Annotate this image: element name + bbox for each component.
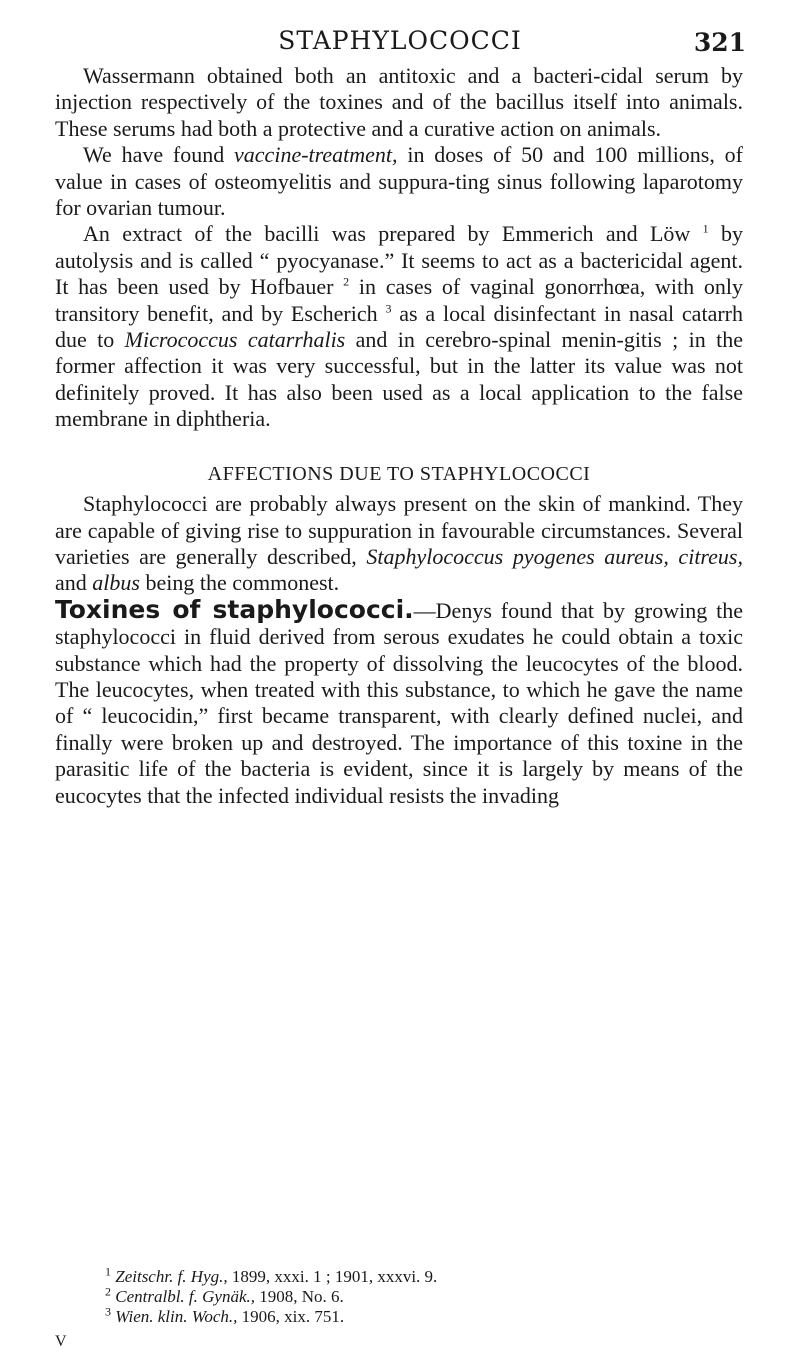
paragraph-text: in cases of vaginal gonorrhœa, with only transitory benefit, and by Escherich <box>55 274 743 326</box>
footnote-marker: 2 <box>343 274 350 289</box>
paragraph <box>55 142 743 221</box>
running-title: STAPHYLOCOCCI <box>278 26 522 55</box>
footnote-detail: 1906, xix. 751. <box>237 1307 345 1326</box>
emphasis: Staphylococcus pyogenes aureus, citreus, <box>366 543 743 569</box>
footnote-number: 1 <box>105 1264 111 1279</box>
footnote-number: 3 <box>105 1304 111 1319</box>
paragraph-text: in doses of 50 and 100 millions, of value in cases of osteomyelitis and suppura-ting sinus following laparotomy for ovarian tumour. <box>55 142 743 221</box>
paragraph-text: Staphylococci are probably always present on the skin of mankind. They are capable of giving rise to suppuration in favourable circumstances. Several varieties are generally described, <box>55 491 743 569</box>
subheading: Toxines of staphylococci. <box>55 594 414 624</box>
footnote-marker: 3 <box>385 301 392 316</box>
paragraph-text: as a local disinfectant in nasal catarrh due to <box>55 300 743 353</box>
emphasis: albus <box>92 570 140 596</box>
footnote-number: 2 <box>105 1284 111 1299</box>
footnote-marker: 1 <box>702 222 709 237</box>
paragraph-text: Wassermann obtained both an antitoxic and a bacteri-cidal serum by injection respectively of the toxines and of the bacillus itself into animals. These serums had both a protective and a curative action on animals. <box>55 63 743 141</box>
footnote <box>55 1304 743 1327</box>
footnote-reference: Centralbl. f. Gynäk., <box>115 1287 256 1306</box>
paragraph-text: An extract of the bacilli was prepared by Emmerich and Löw <box>83 221 703 247</box>
paragraph <box>55 221 743 432</box>
footnote-reference: Zeitschr. f. Hyg., <box>115 1267 228 1286</box>
paragraph-text: by autolysis and is called “ pyocyanase.” It seems to act as a bactericidal agent. It has been used by Hofbauer <box>55 221 744 300</box>
paragraph-text: being the commonest. <box>139 570 340 596</box>
body-text <box>55 63 743 809</box>
paragraph-text: We have found <box>83 142 235 168</box>
emphasis: vaccine-treatment, <box>234 142 398 168</box>
paragraph-text: —Denys found that by growing the staphylococci in fluid derived from serous exudates he could obtain a toxic substance which had the property of dissolving the leucocytes of the blood. The leucocytes, when treated with this substance, to which he gave the name of “ leucocidin,” first became transparent, with clearly defined nuclei, and finally were broken up and destroyed. The importance of this toxine in the parasitic life of the bacteria is evident, since it is largely by means of the eucocytes that the infected individual resists the invading <box>55 597 743 808</box>
paragraph <box>55 491 743 597</box>
section-heading: AFFECTIONS DUE TO STAPHYLOCOCCI <box>207 462 591 485</box>
footnote-detail: 1899, xxxi. 1 ; 1901, xxxvi. 9. <box>227 1267 438 1286</box>
paragraph <box>55 594 743 809</box>
paragraph-text: and in cerebro-spinal menin-gitis ; in the former affection it was very successful, but in the latter its value was not definitely proved. It has also been used as a local application to the false membrane in diphtheria. <box>55 327 743 432</box>
footnote <box>55 1284 743 1307</box>
page-number: 321 <box>693 28 746 57</box>
paragraph <box>55 63 743 142</box>
footnote <box>55 1264 743 1287</box>
footnotes <box>55 1264 743 1327</box>
signature-mark: V <box>55 1333 67 1350</box>
running-header <box>0 26 800 60</box>
footnote-reference: Wien. klin. Woch., <box>115 1307 238 1326</box>
footnote-detail: 1908, No. 6. <box>255 1287 344 1306</box>
emphasis: Micrococcus catarrhalis <box>124 327 346 353</box>
paragraph-text: and <box>55 570 93 596</box>
